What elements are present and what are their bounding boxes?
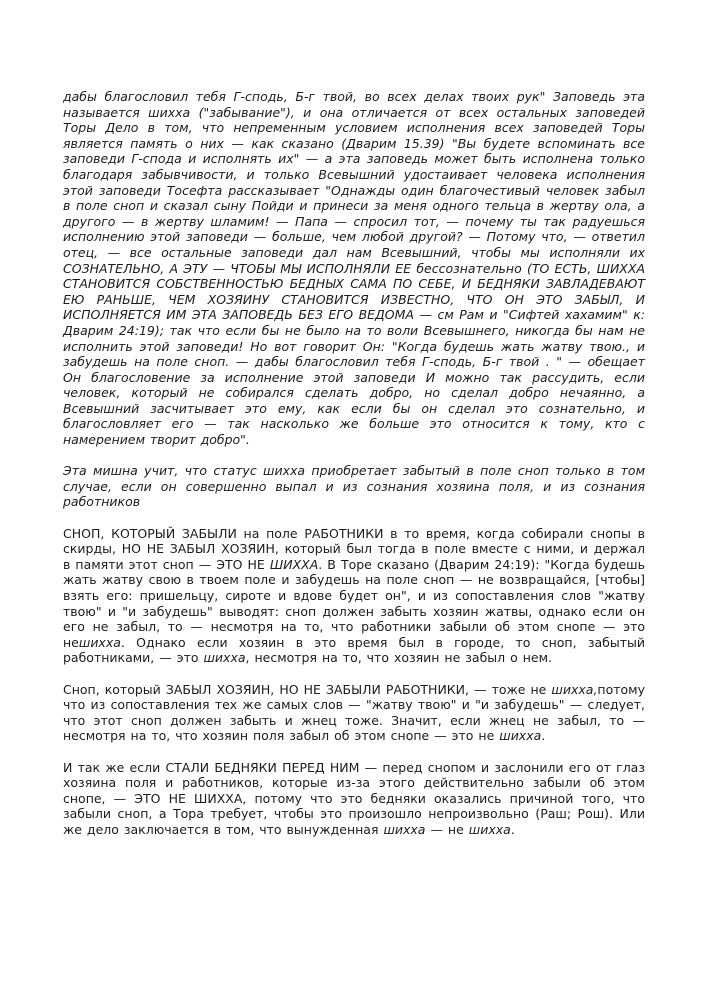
text-run: Сноп, который ЗАБЫЛ ХОЗЯИН, НО НЕ ЗАБЫЛИ РАБОТНИКИ, — тоже не xyxy=(63,681,552,697)
text-run: . xyxy=(510,821,515,837)
paragraph-forgotten-by-workers xyxy=(63,526,645,666)
text-run: ШИХХА xyxy=(269,556,319,572)
text-run: . Однако если хозяин в это время был в городе, то сноп, забытый работниками, — это xyxy=(63,634,645,666)
text-run: . xyxy=(541,728,546,744)
text-run: шихха xyxy=(78,634,121,650)
text-block xyxy=(63,89,645,838)
text-run: , несмотря на то, что хозяин не забыл о нем. xyxy=(245,650,553,666)
paragraph-forgotten-by-owner xyxy=(63,682,645,744)
paragraph-mishna-summary xyxy=(63,463,645,510)
paragraph-poor-stood-before-it xyxy=(63,760,645,838)
text-run: — не xyxy=(425,821,469,837)
text-run: дабы благословил тебя Г-сподь, Б-г твой, во всех делах твоих рук" Заповедь эта называется шихха ("забывание"), и она отличается от всех остальных заповедей Торы Дело в том, что непременным условием исполнения всех заповедей Торы является память о них — как сказано (Дварим 15.39) "Вы будете вспоминать все заповеди Г-спода и исполнять их" — а эта заповедь может быть исполнена только благодаря забывчивости, и только Всевышний удостаивает человека исполнения этой заповеди Тосефта рассказывает "Однажды один благочестивый человек забыл в поле сноп и сказал сыну Пойди и принеси за меня одного тельца в жертву ола, а другого — в жертву шламим! — Папа — спросил тот, — почему ты так радуешься исполнению этой заповеди — больше, чем любой другой? — Потому что, — ответил отец, — все остальные заповеди дал нам Всевышний, чтобы мы исполняли их СОЗНАТЕЛЬНО, А ЭТУ — ЧТОБЫ МЫ ИСПОЛНЯЛИ ЕЕ бессознательно (ТО ЕСТЬ, ШИХХА СТАНОВИТСЯ СОБСТВЕННОСТЬЮ БЕДНЫХ САМА ПО СЕБЕ, И БЕДНЯКИ ЗАВЛАДЕВАЮТ ЕЮ РАНЬШЕ, ЧЕМ ХОЗЯИНУ СТАНОВИТСЯ ИЗВЕСТНО, ЧТО ОН ЭТО ЗАБЫЛ, И ИСПОЛНЯЕТСЯ ИМ ЭТА ЗАПОВЕДЬ БЕЗ ЕГО ВЕДОМА — см Рам и "Сифтей хахамим" к: Дварим 24:19); так что если бы не было на то воли Всевышнего, никогда бы нам не исполнить этой заповеди! Но вот говорит Он: "Когда будешь жать жатву твою., и забудешь на поле сноп. — дабы благословил тебя Г-сподь, Б-г твой . " — обещает Он благословение за исполнение этой заповеди И можно так рассудить, если человек, который не собирался сделать добро, но сделал добро нечаянно, а Всевышний засчитывает это ему, как если бы он сделал это сознательно, и благословляет его — так насколько же больше это относится к тому, кто с намерением творит добро". xyxy=(63,89,645,448)
text-run: шихха xyxy=(468,821,511,837)
text-run: Эта мишна учит, что статус шихха приобретает забытый в поле сноп только в том случае, если он совершенно выпал и из сознания хозяина поля, и из сознания работников xyxy=(63,463,645,510)
text-run: шихха xyxy=(499,728,542,744)
text-run: потому что из сопоставления тех же самых слов — "жатву твою" и "и забудешь" — следует, что этот сноп должен забыть и жнец тоже. Значит, если жнец не забыл, то — несмотря на то, что хозяин поля забыл об этом снопе — это не xyxy=(63,681,645,744)
text-run: И так же если СТАЛИ БЕДНЯКИ ПЕРЕД НИМ — перед снопом и заслонили его от глаз хозяина поля и работников, которые из-за этого действительно забыли об этом снопе, — ЭТО НЕ ШИХХА, потому что это бедняки оказались причиной того, что забыли сноп, а Тора требует, чтобы это произошло непроизвольно (Раш; Рош). Или же дело заключается в том, что вынужденная xyxy=(63,759,645,837)
text-run: СНОП, КОТОРЫЙ ЗАБЫЛИ на поле РАБОТНИКИ в то время, когда собирали снопы в скирды, НО НЕ ЗАБЫЛ ХОЗЯИН, который был тогда в поле вместе с ними, и держал в памяти этот сноп — ЭТО НЕ xyxy=(63,525,645,572)
text-run: шихха, xyxy=(551,681,598,697)
text-run: . В Торе сказано (Дварим 24:19): "Когда будешь жать жатву свою в твоем поле и забудешь на поле сноп — не возвращайся, [чтобы] взять его: пришельцу, сироте и вдове будет он", и из сопоставления слов "жатву твою" и "и забудешь" выводят: сноп должен забыть хозяин жатвы, однако если он его не забыл, то — несмотря на то, что работники забыли об этом снопе — это не xyxy=(63,556,645,650)
text-run: шихха xyxy=(383,821,426,837)
paragraph-intro-commentary xyxy=(63,89,645,448)
text-run: шихха xyxy=(203,650,246,666)
